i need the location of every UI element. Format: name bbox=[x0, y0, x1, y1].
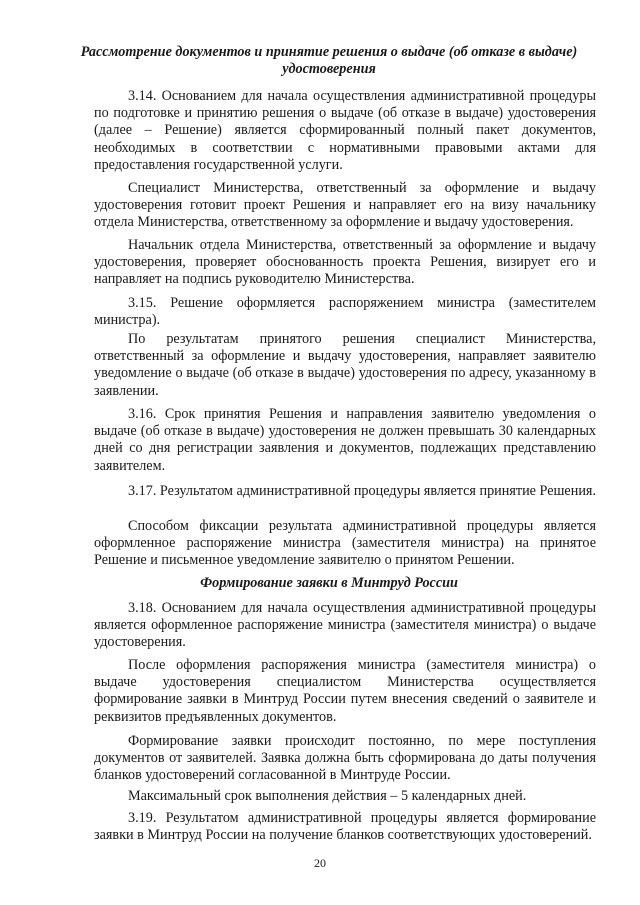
paragraph-continuous-forming: Формирование заявки происходит постоянно, по мере поступления документов от заявителей. Заявка должна быть сформирована до даты получения бланков удостоверений согласованной в Минтруде России. bbox=[94, 733, 596, 784]
paragraph-3-15: 3.15. Решение оформляется распоряжением министра (заместителем министра). bbox=[94, 295, 596, 329]
section-heading-decision: Рассмотрение документов и принятие решения о выдаче (об отказе в выдаче) удостоверения bbox=[80, 44, 578, 77]
paragraph-3-17: 3.17. Результатом административной процедуры является принятие Решения. bbox=[128, 483, 596, 499]
paragraph-3-14: 3.14. Основанием для начала осуществления административной процедуры по подготовке и принятию решения о выдаче (об отказе в выдаче) удостоверения (далее – Решение) является сформированный полный пакет документов, необходимых в соответствии с нормативными правовыми актами для предоставления государственной услуги. bbox=[94, 88, 596, 173]
paragraph-forming-application: После оформления распоряжения министра (заместителя министра) о выдаче удостоверения специалистом Министерства осуществляется формирование заявки в Минтруд России путем внесения сведений о заявителе и реквизитов предъявленных документов. bbox=[94, 657, 596, 725]
paragraph-3-16: 3.16. Срок принятия Решения и направления заявителю уведомления о выдаче (об отказе в выдаче) удостоверения не должен превышать 30 календарных дней со дня регистрации заявления и документов, подлежащих представлению заявителем. bbox=[94, 406, 596, 474]
section-heading-application: Формирование заявки в Минтруд России bbox=[200, 575, 458, 591]
paragraph-department-head: Начальник отдела Министерства, ответственный за оформление и выдачу удостоверения, проверяет обоснованность проекта Решения, визирует его и направляет на подпись руководителю Министерства. bbox=[94, 237, 596, 288]
page-number: 20 bbox=[314, 856, 326, 870]
paragraph-3-18: 3.18. Основанием для начала осуществления административной процедуры является оформленное распоряжение министра (заместителя министра) о выдаче удостоверения. bbox=[94, 600, 596, 651]
paragraph-specialist-draft: Специалист Министерства, ответственный за оформление и выдачу удостоверения готовит проект Решения и направляет его на визу начальнику отдела Министерства, ответственному за оформление и выдачу удостоверения. bbox=[94, 180, 596, 231]
paragraph-notification: По результатам принятого решения специалист Министерства, ответственный за оформление и выдачу удостоверения, направляет заявителю уведомление о выдаче (об отказе в выдаче) удостоверения по адресу, указанному в заявлении. bbox=[94, 331, 596, 399]
paragraph-fixation: Способом фиксации результата административной процедуры является оформленное распоряжение министра (заместителя министра) на принятое Решение и письменное уведомление заявителю о принятом Решении. bbox=[94, 518, 596, 569]
paragraph-3-19: 3.19. Результатом административной процедуры является формирование заявки в Минтруд России на получение бланков соответствующих удостоверений. bbox=[94, 810, 596, 844]
paragraph-max-term: Максимальный срок выполнения действия – 5 календарных дней. bbox=[128, 788, 527, 804]
